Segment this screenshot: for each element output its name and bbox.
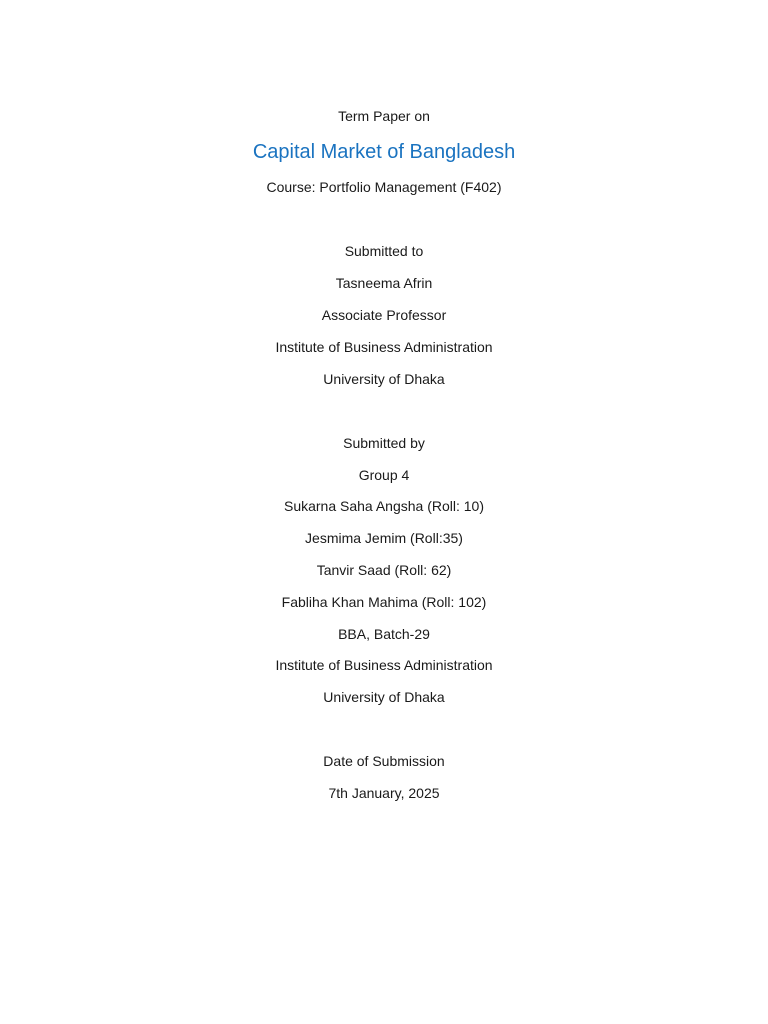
supervisor-name: Tasneema Afrin — [335, 275, 433, 291]
paper-title: Capital Market of Bangladesh — [252, 141, 516, 163]
group-member: Tanvir Saad (Roll: 62) — [316, 562, 452, 578]
submitted-by-label: Submitted by — [343, 435, 425, 451]
batch-info: BBA, Batch-29 — [338, 626, 430, 642]
group-name: Group 4 — [358, 467, 410, 483]
group-member: Fabliha Khan Mahima (Roll: 102) — [281, 594, 487, 610]
supervisor-university: University of Dhaka — [323, 371, 445, 387]
term-paper-intro: Term Paper on — [338, 108, 430, 124]
submission-date: 7th January, 2025 — [328, 785, 440, 801]
supervisor-institute: Institute of Business Administration — [275, 339, 493, 355]
student-institute: Institute of Business Administration — [275, 657, 493, 673]
group-member: Sukarna Saha Angsha (Roll: 10) — [283, 498, 484, 514]
group-member: Jesmima Jemim (Roll:35) — [305, 530, 463, 546]
submission-date-label: Date of Submission — [323, 753, 445, 769]
supervisor-position: Associate Professor — [321, 307, 447, 323]
submitted-to-label: Submitted to — [344, 243, 424, 259]
course-name: Course: Portfolio Management (F402) — [266, 179, 502, 195]
student-university: University of Dhaka — [323, 689, 445, 705]
